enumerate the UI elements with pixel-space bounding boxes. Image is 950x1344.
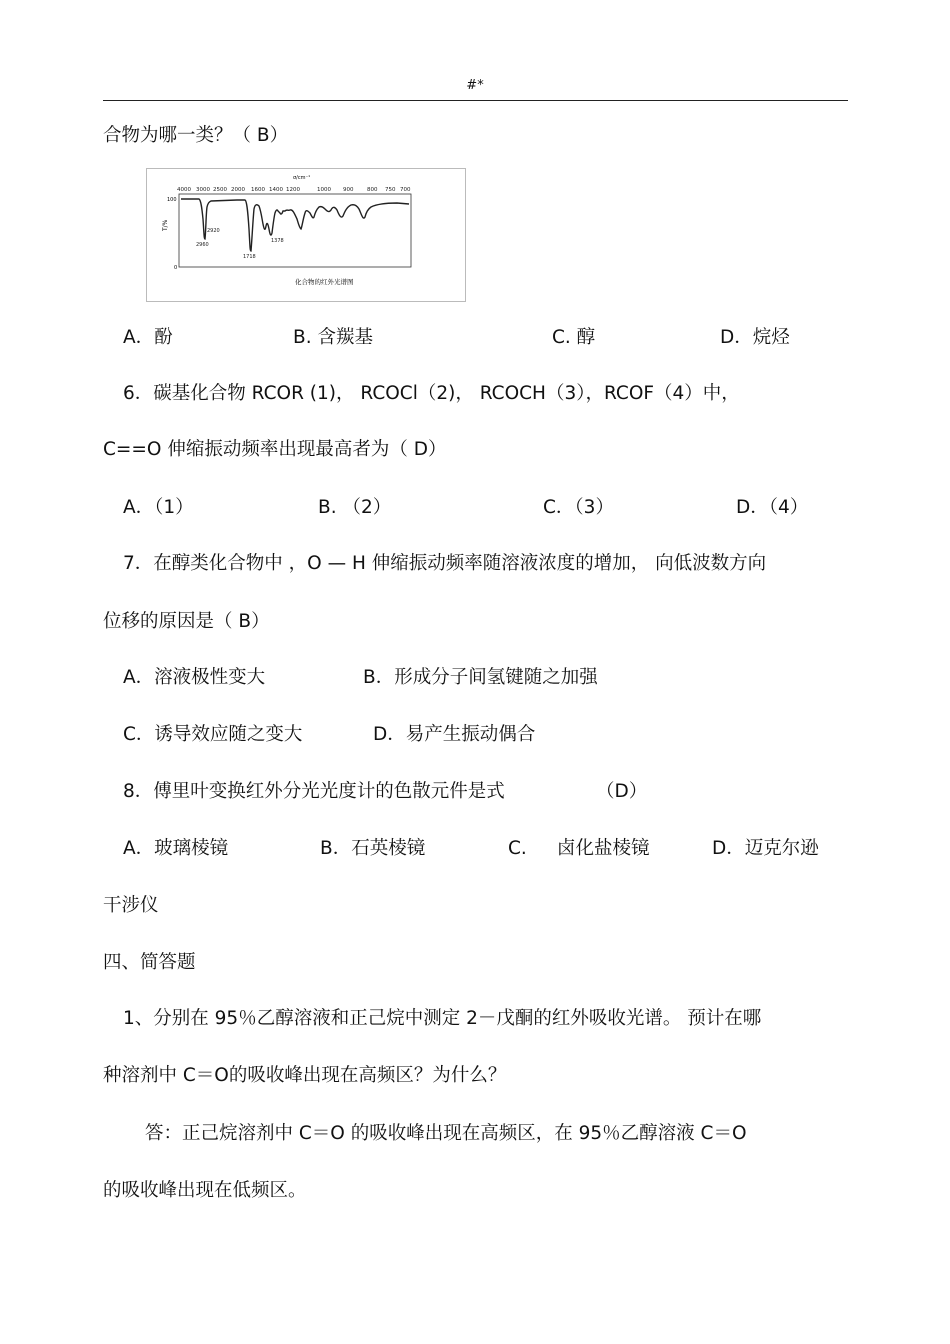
top-tick: 2000 xyxy=(231,187,245,193)
q6-option-c: C．（3） xyxy=(543,497,614,518)
q7-option-c: C．诱导效应随之变大 xyxy=(123,724,303,745)
top-tick: 1400 xyxy=(269,187,283,193)
q8-option-d-continued: 干涉仪 xyxy=(103,895,159,916)
short-answer-1-line2: 种溶剂中 C＝O的吸收峰出现在高频区？为什么？ xyxy=(103,1065,507,1086)
question-7-stem-line1: 7．在醇类化合物中 ，O — H 伸缩振动频率随溶液浓度的增加， 向低波数方向 xyxy=(123,553,767,574)
ir-spectrum-chart xyxy=(147,169,465,301)
q7-option-b: B．形成分子间氢键随之加强 xyxy=(363,667,598,688)
question-7-stem-line2: 位移的原因是（ B） xyxy=(103,611,270,632)
top-tick: 4000 xyxy=(177,187,191,193)
top-axis-unit: σ/cm⁻¹ xyxy=(293,175,311,181)
y-tick-top: 100 xyxy=(167,197,177,203)
section-4-heading: 四、简答题 xyxy=(103,952,196,973)
q8-option-c-letter: C. xyxy=(508,838,527,859)
q7-option-a: A．溶液极性变大 xyxy=(123,667,266,688)
question-8-stem: 8．傅里叶变换红外分光光度计的色散元件是式 xyxy=(123,781,505,802)
header-divider xyxy=(103,100,848,101)
y-tick-bottom: 0 xyxy=(174,265,178,271)
question-8-answer: （D） xyxy=(596,781,648,802)
question-5-stem-end: 合物为哪一类？（ B） xyxy=(103,125,289,146)
question-6-stem-line2: C==O 伸缩振动频率出现最高者为（ D） xyxy=(103,439,447,460)
q5-option-b: B. 含羰基 xyxy=(293,327,373,348)
q6-option-d: D．（4） xyxy=(736,497,809,518)
peak-label-2920: 2920 xyxy=(207,228,220,234)
q5-option-d: D．烷烃 xyxy=(720,327,790,348)
top-tick: 2500 xyxy=(213,187,227,193)
peak-label-1378: 1378 xyxy=(271,238,284,244)
y-axis-label: T/% xyxy=(162,219,169,231)
q7-option-d: D．易产生振动偶合 xyxy=(373,724,536,745)
answer-1-line1: 答：正己烷溶剂中 C＝O 的吸收峰出现在高频区，在 95％乙醇溶液 C＝O xyxy=(145,1123,747,1144)
top-tick: 750 xyxy=(385,187,396,193)
page-header-mark: #* xyxy=(466,78,484,93)
top-tick: 700 xyxy=(400,187,411,193)
top-tick: 1200 xyxy=(286,187,300,193)
q5-option-c: C. 醇 xyxy=(552,327,596,348)
short-answer-1-line1: 1、分别在 95％乙醇溶液和正己烷中测定 2－戊酮的红外吸收光谱。 预计在哪 xyxy=(123,1008,762,1029)
top-tick: 1000 xyxy=(317,187,331,193)
peak-label-1718: 1718 xyxy=(243,254,256,260)
top-tick: 1600 xyxy=(251,187,265,193)
q5-option-a: A．酚 xyxy=(123,327,173,348)
spectrum-trace xyxy=(181,199,409,251)
top-tick: 800 xyxy=(367,187,378,193)
top-tick: 900 xyxy=(343,187,354,193)
question-6-stem-line1: 6．碳基化合物 RCOR (1)， RCOCl（2)， RCOCH（3），RCOF（4）中， xyxy=(123,383,740,404)
q6-option-a: A．（1） xyxy=(123,497,194,518)
answer-1-line2: 的吸收峰出现在低频区。 xyxy=(103,1180,307,1201)
peak-label-2960: 2960 xyxy=(196,242,209,248)
q6-option-b: B. （2） xyxy=(318,497,392,518)
q8-option-b: B．石英棱镜 xyxy=(320,838,426,859)
q8-option-d: D．迈克尔逊 xyxy=(712,838,819,859)
ir-spectrum-figure xyxy=(146,168,466,302)
q8-option-c-text: 卤化盐棱镜 xyxy=(557,838,650,859)
figure-caption: 化合物的红外光谱图 xyxy=(295,278,354,286)
q8-option-a: A．玻璃棱镜 xyxy=(123,838,229,859)
top-tick: 3000 xyxy=(196,187,210,193)
